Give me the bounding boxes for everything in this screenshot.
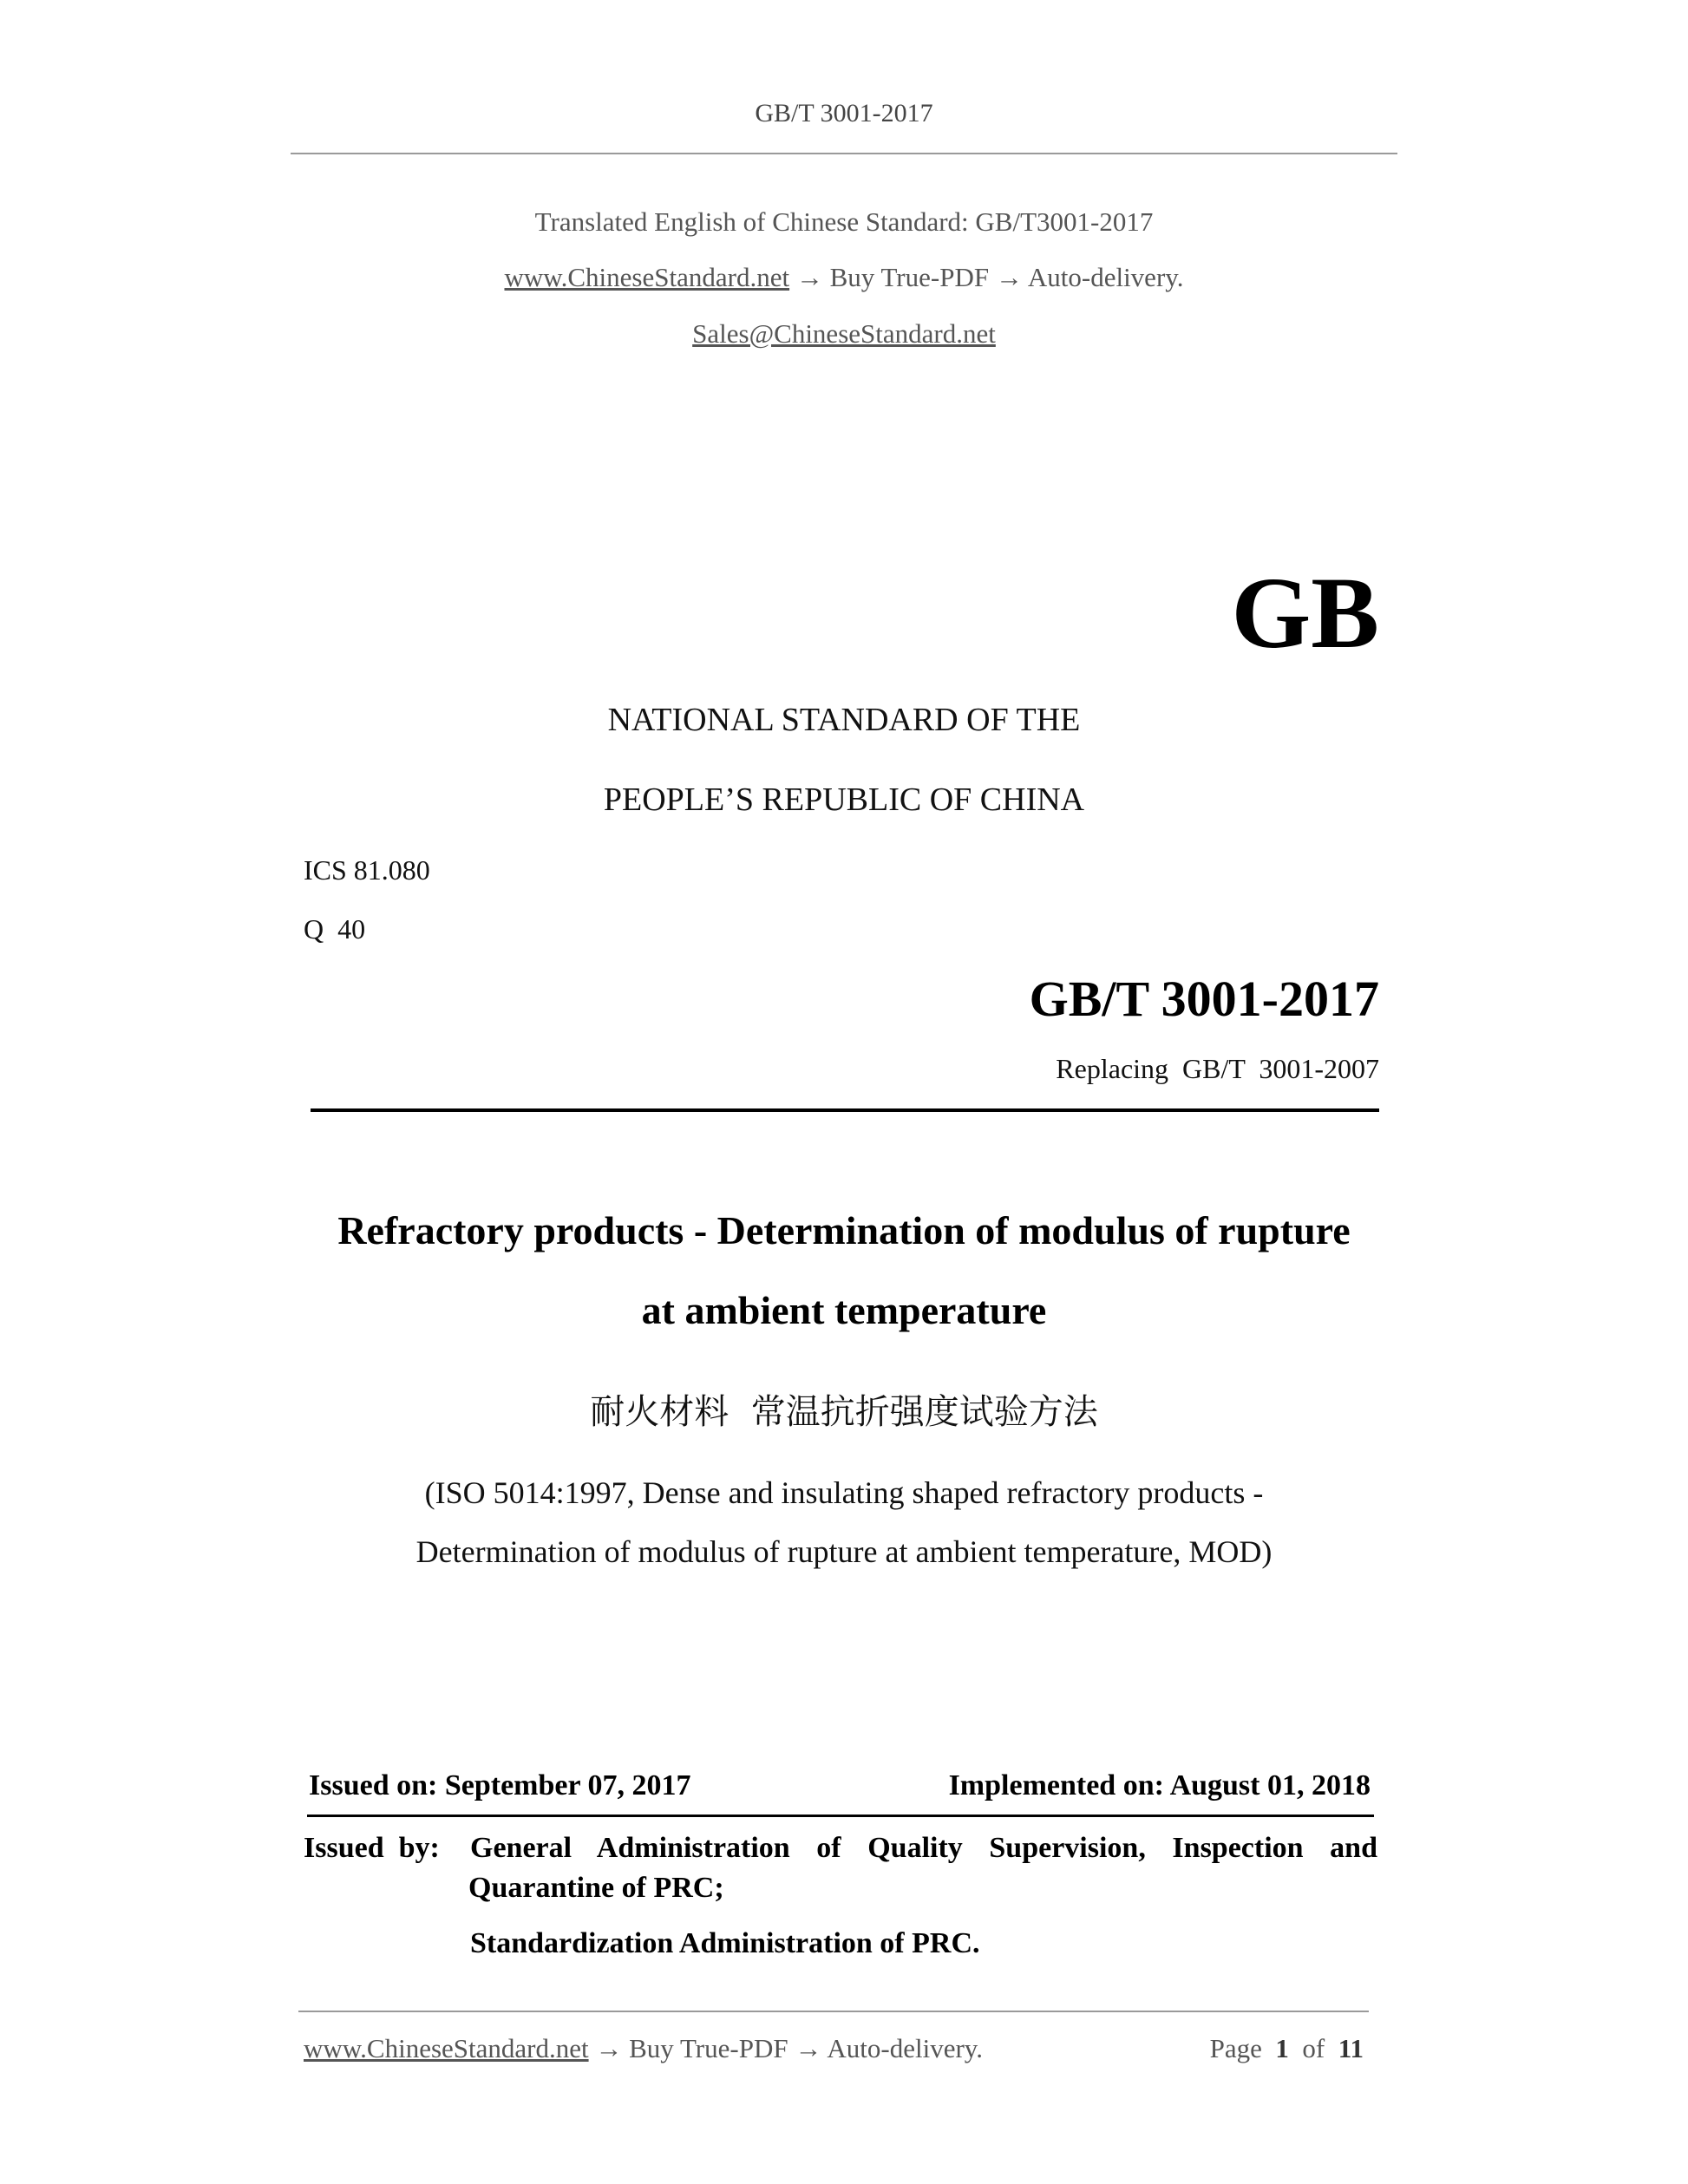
title-cn: 耐火材料 常温抗折强度试验方法 (590, 1392, 1098, 1432)
promo-links (0, 262, 1688, 293)
page-current: 1 (1275, 2033, 1289, 2063)
translation-notice: Translated English of Chinese Standard: GB/T3001-2017 (534, 206, 1154, 237)
ccs-code: Q 40 (304, 913, 366, 945)
gb-logo-text: GB (1231, 556, 1379, 670)
title-divider (311, 1108, 1379, 1112)
footer-divider (298, 2011, 1369, 2012)
delivery-text: Auto-delivery. (1027, 262, 1184, 292)
footer-links (304, 2033, 983, 2064)
iso-reference-line1: (ISO 5014:1997, Dense and insulating shaped refractory products - (424, 1475, 1264, 1510)
implemented-on-date: Implemented on: August 01, 2018 (948, 1769, 1371, 1801)
national-standard-line2: PEOPLE’S REPUBLIC OF CHINA (603, 781, 1085, 818)
ics-code: ICS 81.080 (304, 854, 430, 886)
issued-by-label: Issued by: (304, 1832, 440, 1864)
replacing-note: Replacing GB/T 3001-2007 (1056, 1053, 1379, 1084)
arrow-right-icon: → (795, 262, 823, 292)
arrow-right-icon: → (995, 262, 1023, 292)
page-total: 11 (1338, 2033, 1364, 2063)
title-en-line2: at ambient temperature (641, 1288, 1047, 1332)
page-of: of (1302, 2033, 1325, 2063)
page-indicator (1210, 2033, 1364, 2064)
buy-text: Buy True-PDF (829, 262, 990, 292)
footer-buy-text: Buy True-PDF (629, 2033, 788, 2063)
issuer1-line2: Quarantine of PRC; (468, 1872, 724, 1904)
standard-number: GB/T 3001-2017 (1029, 971, 1379, 1027)
dates-divider (307, 1815, 1374, 1817)
issued-on-date: Issued on: September 07, 2017 (309, 1769, 691, 1801)
arrow-right-icon: → (795, 2033, 822, 2063)
footer-delivery-text: Auto-delivery. (827, 2033, 984, 2063)
running-header: GB/T 3001-2017 (755, 99, 933, 128)
iso-reference-line2: Determination of modulus of rupture at ambient temperature, MOD) (415, 1534, 1273, 1569)
issuer1-line1: General Administration of Quality Supervision, Inspection and (470, 1832, 1377, 1864)
title-en-line1: Refractory products - Determination of modulus of rupture (337, 1208, 1351, 1252)
email-link[interactable]: Sales@ChineseStandard.net (692, 318, 996, 349)
footer-site-link[interactable]: www.ChineseStandard.net (304, 2033, 589, 2063)
header-divider (291, 153, 1397, 154)
page-label: Page (1209, 2033, 1262, 2063)
issuer2: Standardization Administration of PRC. (470, 1927, 980, 1959)
arrow-right-icon: → (595, 2033, 623, 2063)
email-line (0, 318, 1688, 350)
national-standard-line1: NATIONAL STANDARD OF THE (607, 702, 1081, 738)
site-link[interactable]: www.ChineseStandard.net (504, 262, 790, 292)
